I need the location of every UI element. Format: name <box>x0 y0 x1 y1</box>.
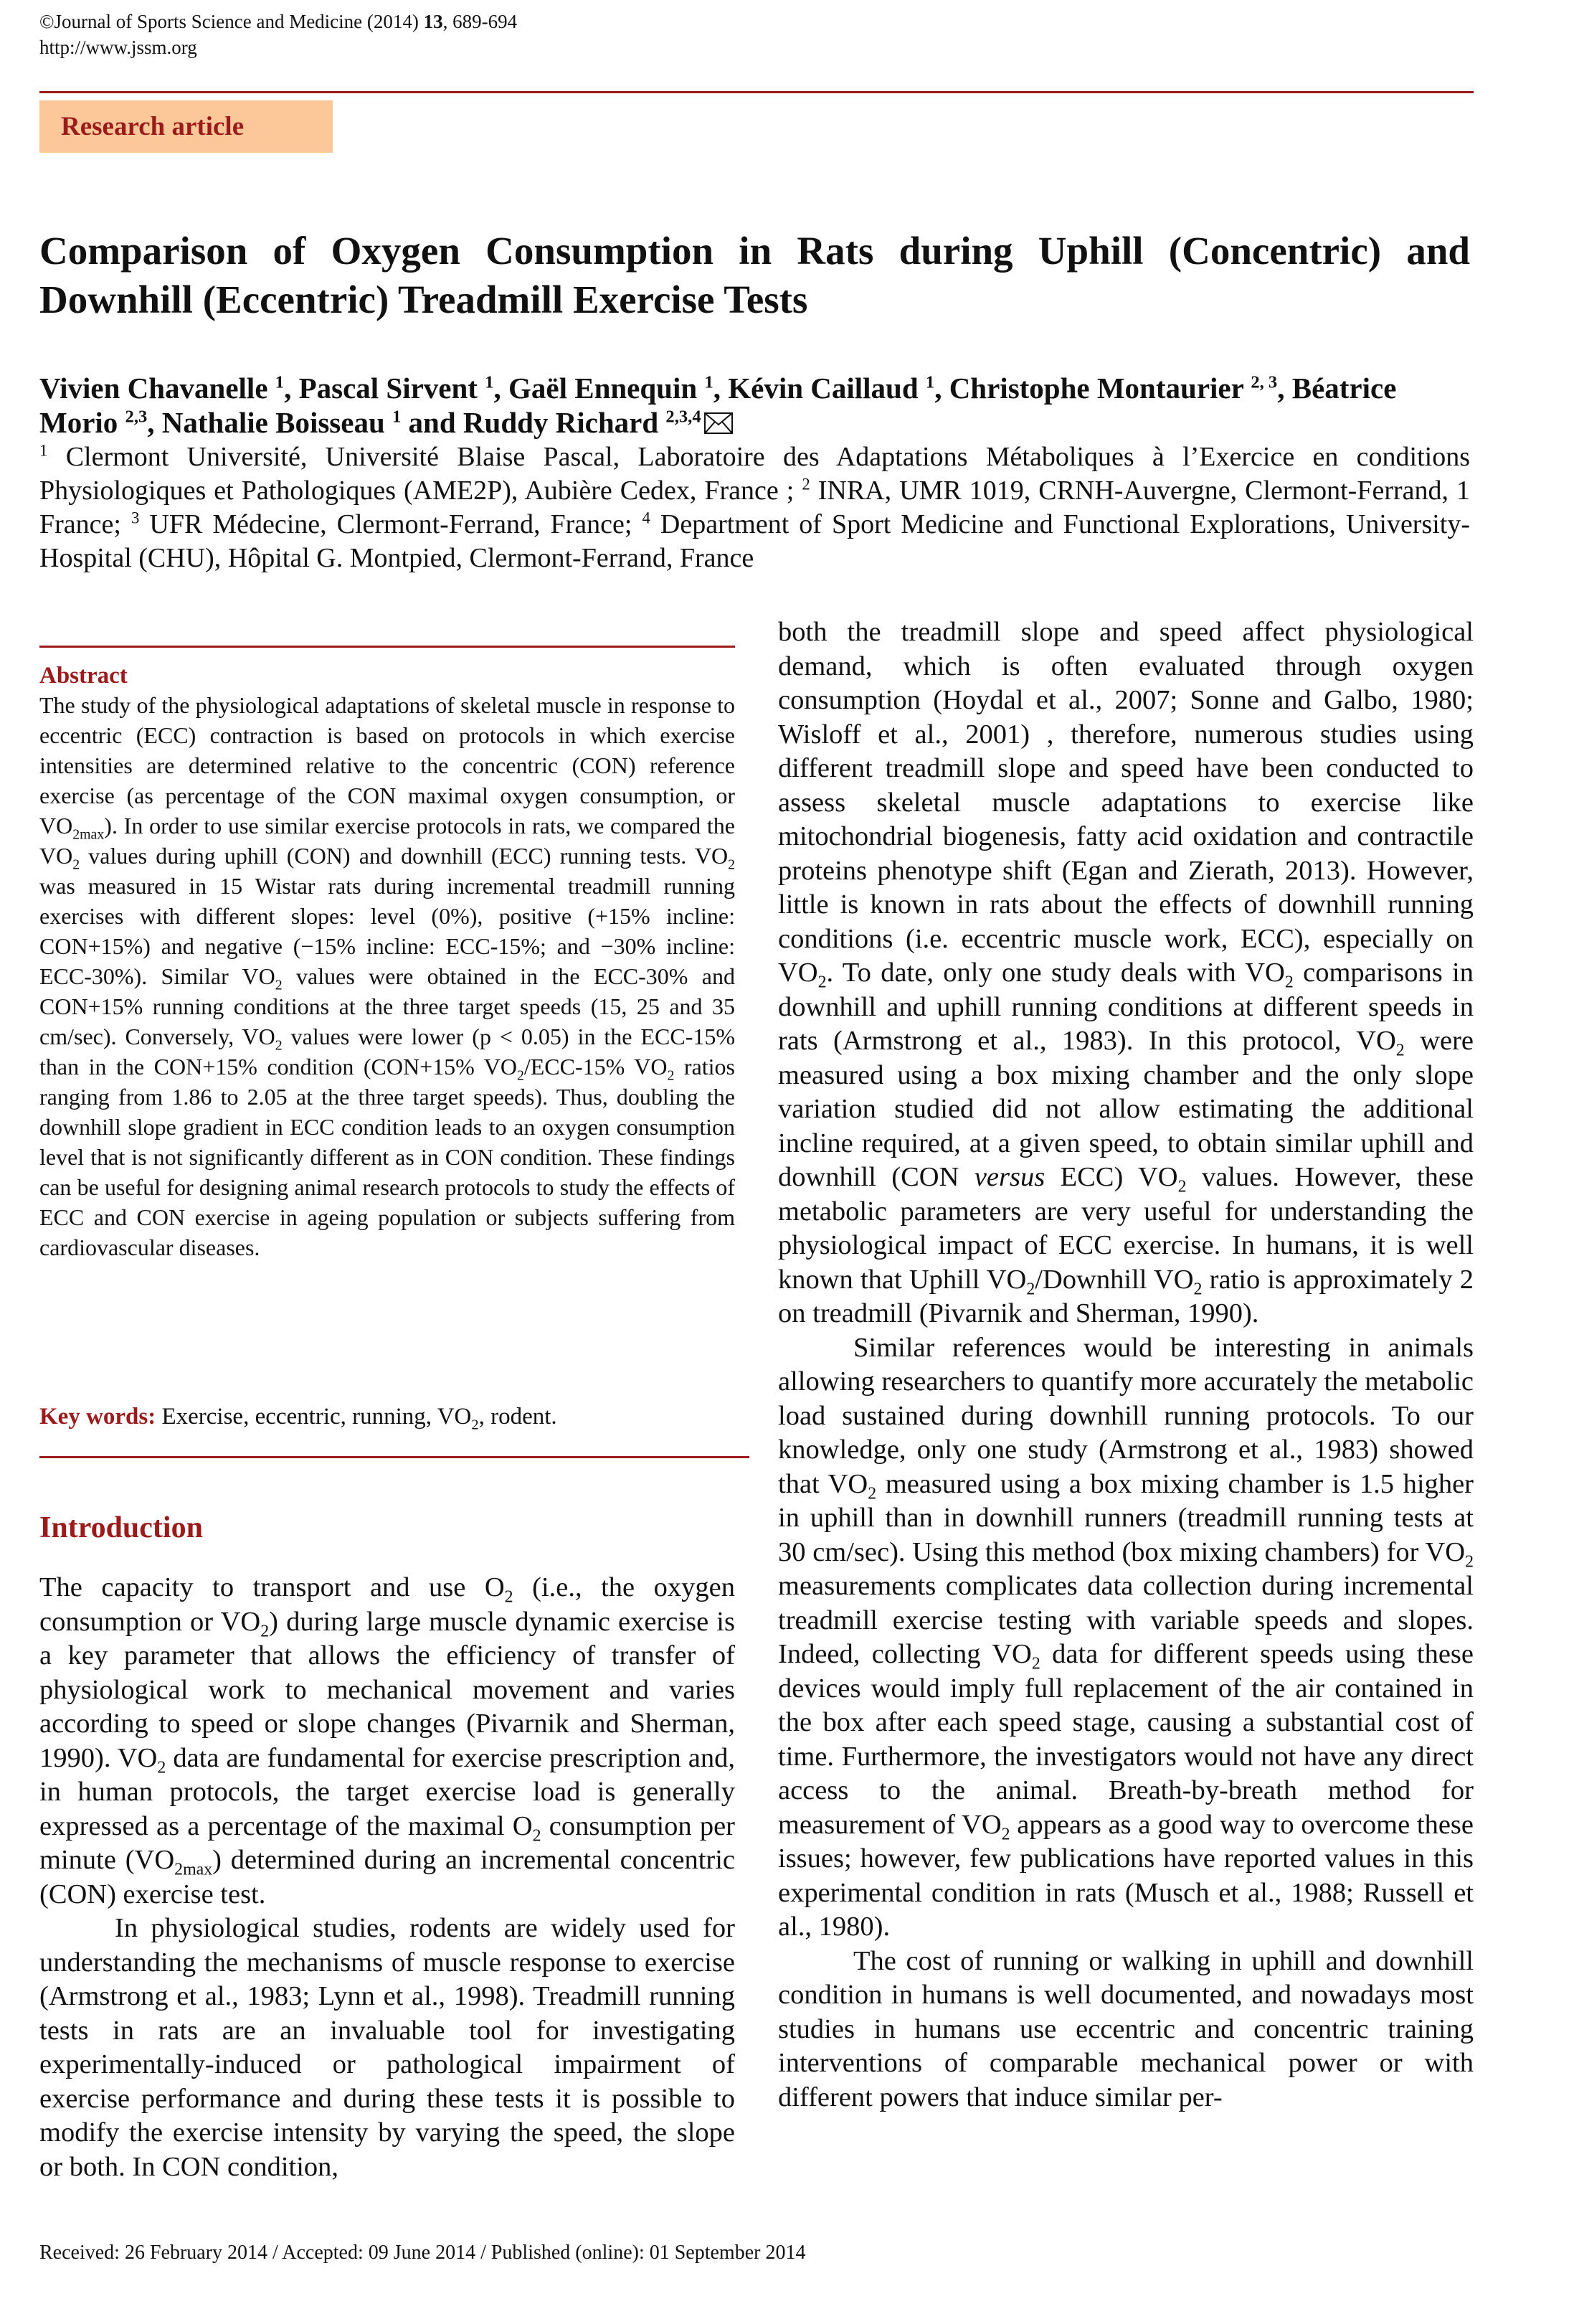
affiliation-text: Department of Sport Medicine and Functional Explorations, University-Hospital (CHU), Hôpital G. Montpied, Clermont-Ferrand, France <box>39 509 1471 573</box>
affiliation-text: UFR Médecine, Clermont-Ferrand, France; <box>139 509 642 539</box>
affiliation-number: 2 <box>802 475 810 493</box>
journal-name: ©Journal of Sports Science and Medicine (2014) <box>39 11 424 32</box>
abstract-heading: Abstract <box>39 663 128 689</box>
abstract-top-divider <box>39 646 735 648</box>
right-column-body <box>778 615 1474 2115</box>
abstract-text: The study of the physiological adaptations of skeletal muscle in response to eccentric (ECC) contraction is based on protocols in which exercise intensities are determined relative to the concentric (CON) reference exercise (as percentage of the CON maximal oxygen consumption, or $VO_{2max}$). In order to use similar exercise protocols in rats, we compared the $VO_2$ values during uphill (CON) and downhill (ECC) running tests. $VO_2$ was measured in 15 Wistar rats during incremental treadmill running exercises with different slopes: level (0%), positive (+15% incline: CON+15%) and negative (−15% incline: ECC-15%; and −30% incline: ECC-30%). Similar $VO_2$ values were obtained in the ECC-30% and CON+15% running conditions at the three target speeds (15, 25 and 35 cm/sec). Conversely, $VO_2$ values were lower (p < 0.05) in the ECC-15% than in the CON+15% condition (CON+15% $VO_2/ECC-15\%$ $VO_2$ ratios ranging from 1.86 to 2.05 at the three target speeds). Thus, doubling the downhill slope gradient in ECC condition leads to an oxygen consumption level that is not significantly different as in CON condition. These findings can be useful for designing animal research protocols to study the effects of ECC and CON exercise in ageing population or subjects suffering from cardiovascular diseases. <box>39 692 736 1260</box>
right-paragraph-2: Similar references would be interesting in animals allowing researchers to quantify more accurately the metabolic load sustained during downhill running protocols. To our knowledge, only one study (Armstrong et al., 1983) showed that $VO_2$ measured using a box mixing chamber is 1.5 higher in uphill than in downhill runners (treadmill running tests at 30 cm/sec). Using this method (box mixing chambers) for $VO_2$ measurements complicates data collection during incremental treadmill exercise testing with variable speeds and slopes. Indeed, collecting $VO_2$ data for different speeds using these devices would imply full replacement of the air contained in the box after each speed stage, causing a substantial cost of time. Furthermore, the investigators would not have any direct access to the animal. Breath-by-breath method for measurement of $VO_2$ appears as a good way to overcome these issues; however, few publications have reported values in this experimental condition in rats (Musch et al., 1988; Russell et al., 1980). <box>778 1332 1474 1942</box>
journal-url[interactable]: http://www.jssm.org <box>39 37 197 58</box>
author-affiliation-mark: 2,3,4 <box>665 407 701 427</box>
article-type-badge: Research article <box>39 100 333 153</box>
introduction-heading: Introduction <box>39 1511 203 1544</box>
author-affiliation-mark: 1 <box>485 372 494 392</box>
author-name: Nathalie Boisseau <box>161 406 392 439</box>
affiliation-number: 4 <box>642 509 650 527</box>
author-separator: and <box>401 406 463 439</box>
publication-dates: Received: 26 February 2014 / Accepted: 09 June 2014 / Published (online): 01 September 2014 <box>39 2242 806 2264</box>
journal-pages: , 689-694 <box>442 11 518 32</box>
affiliations <box>39 440 1470 575</box>
author-affiliation-mark: 1 <box>275 372 285 392</box>
right-paragraph-1: both the treadmill slope and speed affect physiological demand, which is often evaluated through oxygen consumption (Hoydal et al., 2007; Sonne and Galbo, 1980; Wisloff et al., 2001) , therefore, numerous studies using different treadmill slope and speed have been conducted to assess skeletal muscle adaptations to exercise like mitochondrial biogenesis, fatty acid oxidation and contractile proteins phenotype shift (Egan and Zierath, 2013). However, little is known in rats about the effects of downhill running conditions (i.e. eccentric muscle work, ECC), especially on $VO_2$. To date, only one study deals with $VO_2$ comparisons in downhill and uphill running conditions at different speeds in rats (Armstrong et al., 1983). In this protocol, $VO_2$ were measured using a box mixing chamber and the only slope variation studied did not allow estimating the additional incline required, at a given speed, to obtain similar uphill and downhill (CON versus ECC) $VO_2$ values. However, these metabolic parameters are very useful for understanding the physiological impact of ECC exercise. In humans, it is well known that Uphill $VO_2$/Downhill $VO_2$ ratio is approximately 2 on treadmill (Pivarnik and Sherman, 1990). <box>778 617 1474 1328</box>
keywords: Key words: Exercise, eccentric, running, $VO_2$, rodent. <box>39 1404 557 1433</box>
author-name: Gaël Ennequin <box>508 372 705 405</box>
author-affiliation-mark: 1 <box>704 372 713 392</box>
author-affiliation-mark: 2,3 <box>125 407 148 427</box>
author-name: Béatrice Morio <box>39 372 1397 439</box>
author-name: Vivien Chavanelle <box>39 372 275 405</box>
intro-paragraph-1: The capacity to transport and use $O_2$ (i.e., the oxygen consumption or $VO_2$) during large muscle dynamic exercise is a key parameter that allows the efficiency of transfer of physiological work to mechanical movement and varies according to speed or slope changes (Pivarnik and Sherman, 1990). $VO_2$ data are fundamental for exercise prescription and, in human protocols, the target exercise load is generally expressed as a percentage of the maximal $O_2$ consumption per minute $(VO_{2max})$ determined during an incremental concentric (CON) exercise test. <box>39 1572 735 1909</box>
affiliation-text: INRA, UMR 1019, CRNH-Auvergne, Clermont-Ferrand, 1 France; <box>39 476 1471 539</box>
journal-citation <box>39 10 517 33</box>
author-affiliation-mark: 1 <box>392 407 402 427</box>
right-paragraph-3: The cost of running or walking in uphill and downhill condition in humans is well documented, and nowadays most studies in humans use eccentric and concentric training interventions of comparable mechanical power or with different powers that induce similar per- <box>778 1945 1474 2112</box>
journal-volume: 13 <box>423 11 443 32</box>
author-affiliation-mark: 2, 3 <box>1251 372 1278 392</box>
author-separator: , <box>493 372 508 405</box>
keywords-label: Key words: <box>39 1404 156 1430</box>
abstract <box>39 661 735 1262</box>
author-separator: , <box>713 372 729 405</box>
author-affiliation-mark: 1 <box>925 372 935 392</box>
author-list <box>39 371 1474 440</box>
author-separator: , <box>1277 372 1292 405</box>
author-name: Pascal Sirvent <box>298 372 485 405</box>
affiliation-text: Clermont Université, Université Blaise Pascal, Laboratoire des Adaptations Métaboliques à l’Exercice en conditions Physiologiques et Pathologiques (AME2P), Aubière Cedex, France ; <box>39 442 1470 506</box>
author-name: Kévin Caillaud <box>728 372 926 405</box>
header-divider <box>39 91 1474 93</box>
affiliation-number: 3 <box>131 509 140 527</box>
author-name: Ruddy Richard <box>463 406 666 439</box>
intro-paragraph-2: In physiological studies, rodents are widely used for understanding the mechanisms of muscle response to exercise (Armstrong et al., 1983; Lynn et al., 1998). Treadmill running tests in rats are an invaluable tool for investigating experimentally-induced or pathological impairment of exercise performance and during these tests it is possible to modify the exercise intensity by varying the speed, the slope or both. In CON condition, <box>39 1913 735 2182</box>
affiliation-number: 1 <box>39 441 48 460</box>
article-title: Comparison of Oxygen Consumption in Rats during Uphill (Concentric) and Downhill (Eccentric) Treadmill Exercise Tests <box>39 229 1470 321</box>
author-separator: , <box>147 406 162 439</box>
left-column-body <box>39 1571 735 2184</box>
author-separator: , <box>284 372 299 405</box>
envelope-icon[interactable] <box>704 407 733 428</box>
keywords-divider <box>39 1456 749 1458</box>
author-separator: , <box>934 372 949 405</box>
author-name: Christophe Montaurier <box>949 372 1251 405</box>
